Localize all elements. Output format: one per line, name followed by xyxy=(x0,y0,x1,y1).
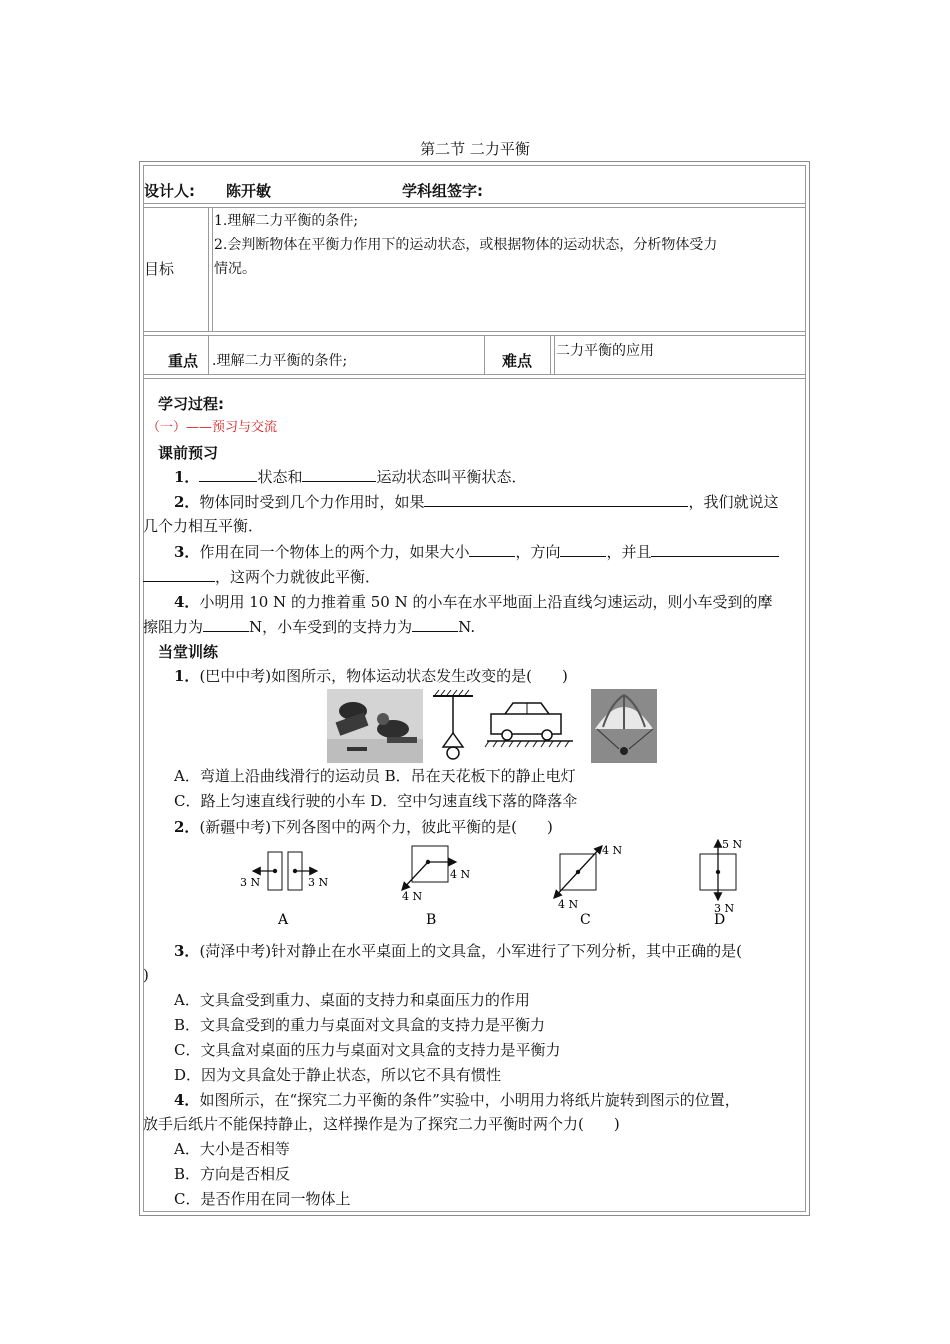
preview-question-3-cont: ，这两个力就彼此平衡． xyxy=(143,567,380,587)
table-rule xyxy=(143,207,806,208)
objective-item-2: 2.会判断物体在平衡力作用下的运动状态，或根据物体的运动状态，分析物体受力 xyxy=(214,237,718,253)
signature-label: 学科组签字: xyxy=(402,182,483,200)
table-rule xyxy=(143,374,806,375)
answer-blank[interactable] xyxy=(199,467,257,482)
q4-question-cont: 放手后纸片不能保持静止，这样操作是为了探究二力平衡时两个力( ) xyxy=(143,1115,620,1133)
q2-force-diagrams xyxy=(230,838,770,932)
answer-blank[interactable] xyxy=(412,617,458,632)
preview-question-4: 4．小明用 10 N 的力推着重 50 N 的小车在水平地面上沿直线匀速运动，则小车受到的摩 xyxy=(174,593,773,611)
answer-blank[interactable] xyxy=(560,542,606,557)
preview-question-2: 2．物体同时受到几个力作用时，如果 ，我们就说这 xyxy=(174,493,779,511)
objective-item-1: 1.理解二力平衡的条件; xyxy=(214,213,359,229)
q3-paren-close: ) xyxy=(143,966,149,984)
objective-item-2-cont: 情况。 xyxy=(214,261,256,277)
force-label: 5 N xyxy=(722,838,743,851)
table-rule xyxy=(143,378,806,379)
training-question-4: 4．如图所示，在“探究二力平衡的条件”实验中，小明用力将纸片旋转到图示的位置， xyxy=(174,1091,740,1109)
force-label: 4 N xyxy=(602,844,623,857)
force-label: 4 N xyxy=(450,868,471,881)
process-heading: 学习过程: xyxy=(158,395,224,413)
preview-heading: 课前预习 xyxy=(158,444,219,462)
q3-option-b: B．文具盒受到的重力与桌面对文具盒的支持力是平衡力 xyxy=(174,1016,546,1034)
q3-option-d: D．因为文具盒处于静止状态，所以它不具有惯性 xyxy=(174,1066,502,1084)
designer-label: 设计人: xyxy=(144,182,195,200)
table-rule xyxy=(484,335,485,374)
q4-option-c: C．是否作用在同一物体上 xyxy=(174,1190,351,1208)
skater-photo xyxy=(327,689,423,763)
parachute-photo xyxy=(591,689,657,763)
table-rule xyxy=(212,207,213,331)
answer-blank[interactable] xyxy=(651,542,779,557)
training-heading: 当堂训练 xyxy=(158,643,219,661)
preview-question-1: 1． 状态和 运动状态叫平衡状态． xyxy=(174,468,527,486)
option-label: C xyxy=(580,912,591,928)
force-label: 3 N xyxy=(308,876,329,889)
option-label: B xyxy=(426,912,437,928)
answer-blank[interactable] xyxy=(469,542,515,557)
training-question-1: 1．(巴中中考)如图所示，物体运动状态发生改变的是( ) xyxy=(174,667,568,685)
q3-option-c: C．文具盒对桌面的压力与桌面对文具盒的支持力是平衡力 xyxy=(174,1041,561,1059)
table-rule xyxy=(143,335,806,336)
force-label: 4 N xyxy=(558,898,579,911)
table-rule xyxy=(550,335,551,374)
option-label: A xyxy=(278,912,289,928)
table-rule xyxy=(208,335,209,374)
preview-question-3: 3．作用在同一个物体上的两个力，如果大小 ，方向 ，并且 xyxy=(174,542,779,562)
hanging-lamp-diagram xyxy=(433,690,473,759)
option-label: D xyxy=(714,912,726,928)
preview-question-4-cont: 擦阻力为 N，小车受到的支持力为 N. xyxy=(143,618,476,636)
answer-blank[interactable] xyxy=(302,467,376,482)
training-question-2: 2．(新疆中考)下列各图中的两个力，彼此平衡的是( ) xyxy=(174,818,553,836)
diagram-a xyxy=(240,852,328,928)
q3-option-a: A．文具盒受到重力、桌面的支持力和桌面压力的作用 xyxy=(174,991,530,1009)
key-point-label: 重点 xyxy=(168,352,199,370)
diagram-d xyxy=(700,838,742,928)
answer-blank[interactable] xyxy=(143,567,215,582)
table-rule xyxy=(143,203,806,204)
force-label: 3 N xyxy=(714,902,735,915)
force-label: 4 N xyxy=(402,890,423,903)
table-rule xyxy=(208,207,209,331)
answer-blank[interactable] xyxy=(203,617,249,632)
objective-label: 目标 xyxy=(144,260,175,278)
q4-option-a: A．大小是否相等 xyxy=(174,1140,290,1158)
force-label: 3 N xyxy=(240,876,261,889)
page-title: 第二节 二力平衡 xyxy=(420,140,530,158)
diagram-b xyxy=(402,846,470,928)
designer-name: 陈开敏 xyxy=(226,182,272,200)
table-rule xyxy=(554,335,555,374)
q1-figure-strip xyxy=(327,689,657,763)
q1-options-ab: A．弯道上沿曲线滑行的运动员 B．吊在天花板下的静止电灯 xyxy=(174,767,576,785)
q1-options-cd: C．路上匀速直线行驶的小车 D．空中匀速直线下落的降落伞 xyxy=(174,792,578,810)
difficulty-label: 难点 xyxy=(502,352,533,370)
car-on-road-diagram xyxy=(485,703,573,747)
process-subheading: （一）——预习与交流 xyxy=(147,420,278,435)
training-question-3: 3．(菏泽中考)针对静止在水平桌面上的文具盒，小军进行了下列分析，其中正确的是( xyxy=(174,942,742,960)
table-rule xyxy=(143,331,806,332)
preview-question-2-cont: 几个力相互平衡． xyxy=(143,517,264,535)
q4-option-b: B．方向是否相反 xyxy=(174,1165,291,1183)
difficulty-text: 二力平衡的应用 xyxy=(556,343,654,359)
answer-blank[interactable] xyxy=(424,492,688,507)
key-point-text: .理解二力平衡的条件; xyxy=(212,353,348,369)
diagram-c xyxy=(554,844,622,928)
